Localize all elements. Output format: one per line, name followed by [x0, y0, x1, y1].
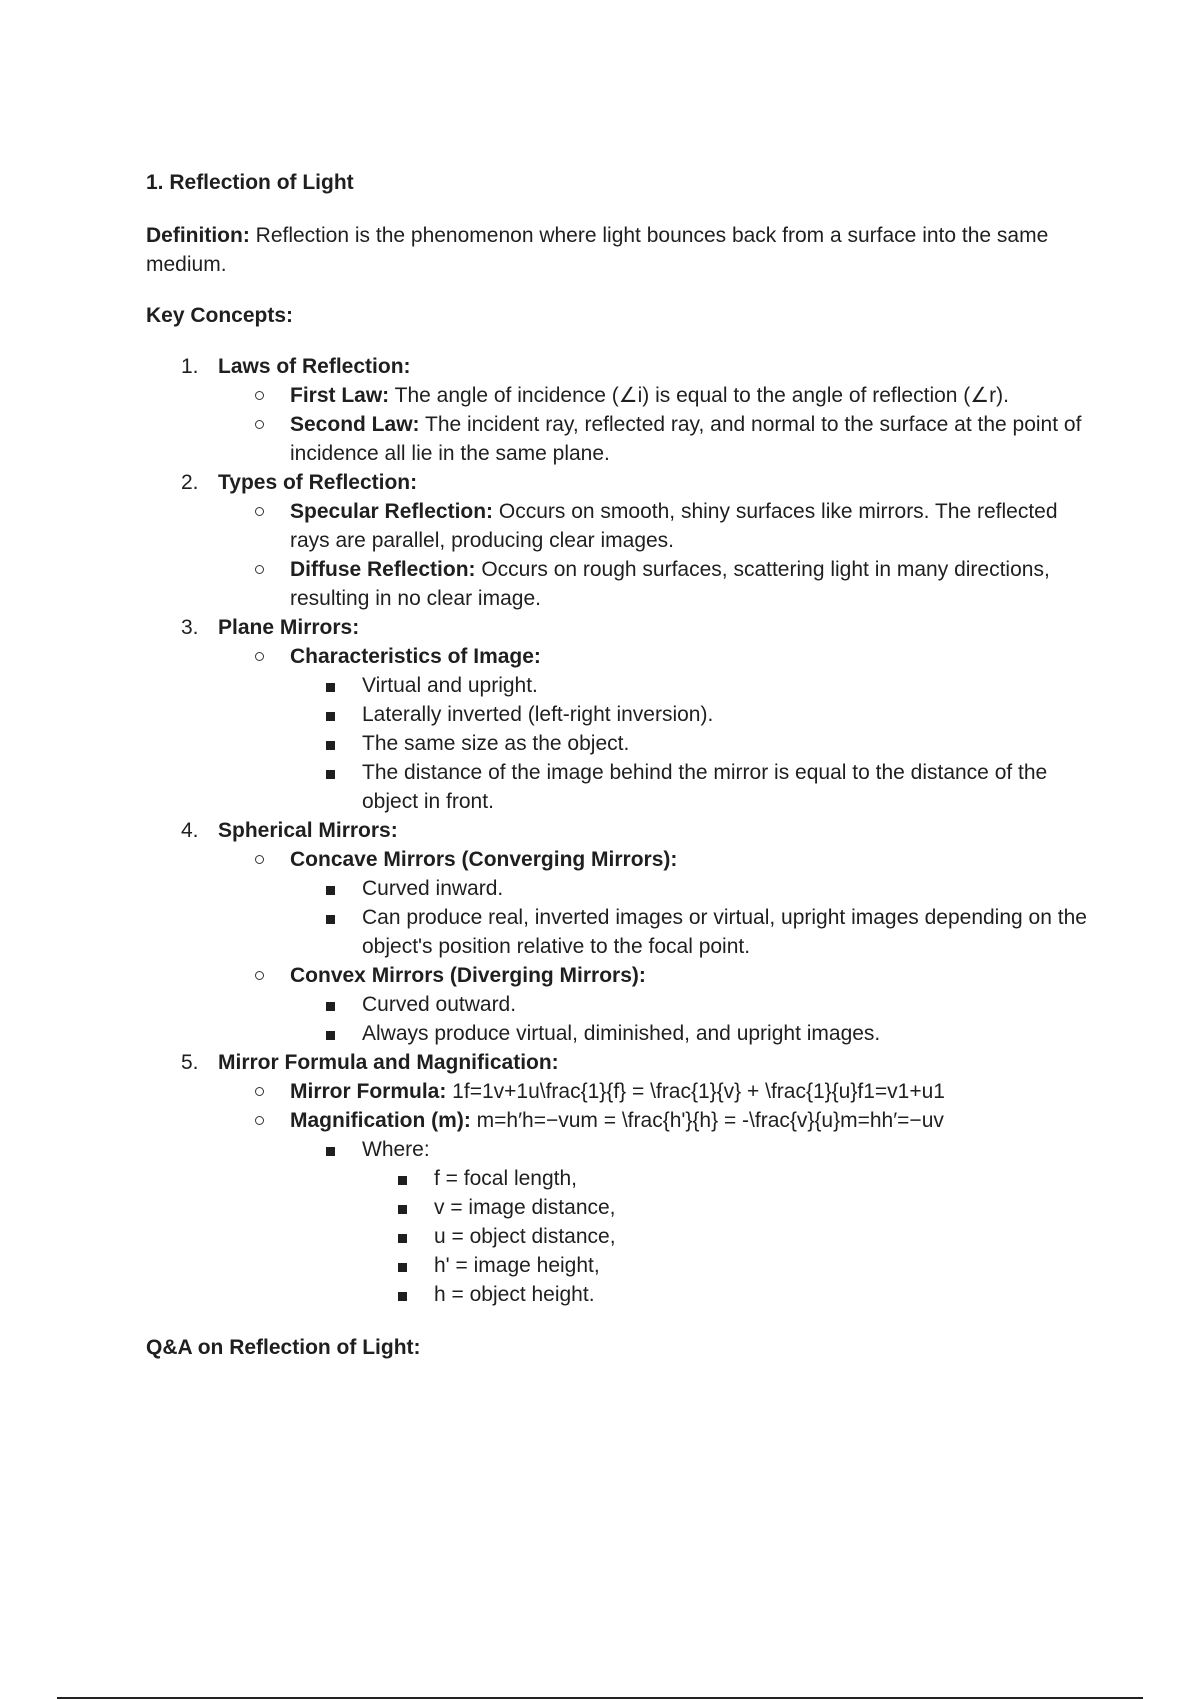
hollow-bullet-icon [255, 1087, 264, 1096]
subitem-text: Curved inward. [362, 877, 504, 900]
point-label: Second Law: [290, 413, 420, 436]
point-text: Occurs on smooth, shiny surfaces like mirrors. The reflected rays are parallel, producing clear images. [290, 500, 1058, 552]
square-bullet-icon [326, 712, 335, 721]
concept-title: Types of Reflection: [218, 471, 418, 494]
subitem-text: Curved outward. [362, 993, 517, 1016]
point-label: Convex Mirrors (Diverging Mirrors): [290, 964, 646, 987]
hollow-bullet-icon [255, 855, 264, 864]
qa-heading: Q&A on Reflection of Light: [146, 1336, 421, 1359]
variable-definition [362, 1193, 1096, 1222]
concept-item [146, 816, 1096, 1048]
hollow-bullet-icon [255, 565, 264, 574]
subitem-text: Can produce real, inverted images or virtual, upright images depending on the object's position relative to the focal point. [362, 906, 1087, 958]
square-bullet-icon [326, 1031, 335, 1040]
definition-label: Definition: [146, 224, 250, 247]
variable-text: h = object height. [434, 1283, 595, 1306]
subitem-text: The distance of the image behind the mirror is equal to the distance of the object in front. [362, 761, 1048, 813]
concept-number: 2. [181, 471, 199, 494]
subitem [290, 1019, 1096, 1048]
variable-text: v = image distance, [434, 1196, 616, 1219]
point-text: m=h′h=−vum = \frac{h'}{h} = -\frac{v}{u}m=hh′=−uv [470, 1109, 944, 1132]
concept-title: Laws of Reflection: [218, 355, 411, 378]
square-bullet-icon [398, 1292, 407, 1301]
subitem-text: Always produce virtual, diminished, and upright images. [362, 1022, 881, 1045]
point-subitems [290, 671, 1096, 816]
variable-definition [362, 1280, 1096, 1309]
concept-item [146, 352, 1096, 468]
concept-point [218, 961, 1096, 1048]
point-label: Diffuse Reflection: [290, 558, 476, 581]
subitem-text: Laterally inverted (left-right inversion). [362, 703, 714, 726]
point-label: First Law: [290, 384, 390, 407]
subitem [290, 729, 1096, 758]
where-item [290, 1135, 1096, 1309]
square-bullet-icon [326, 886, 335, 895]
square-bullet-icon [326, 915, 335, 924]
concept-number: 4. [181, 819, 199, 842]
concept-point [218, 845, 1096, 961]
concept-point [218, 642, 1096, 816]
square-bullet-icon [326, 683, 335, 692]
hollow-bullet-icon [255, 971, 264, 980]
concept-points [218, 497, 1096, 613]
concept-points [218, 381, 1096, 468]
where-label: Where: [362, 1138, 430, 1161]
variable-definitions [362, 1164, 1096, 1309]
subitem [290, 874, 1096, 903]
concept-points [218, 1077, 1096, 1309]
square-bullet-icon [398, 1263, 407, 1272]
concept-point [218, 497, 1096, 555]
point-subitems [290, 874, 1096, 961]
subitem [290, 671, 1096, 700]
square-bullet-icon [398, 1234, 407, 1243]
point-text: The angle of incidence (∠i) is equal to the angle of reflection (∠r). [389, 384, 1009, 407]
concept-point [218, 410, 1096, 468]
point-label: Specular Reflection: [290, 500, 494, 523]
subitem [290, 700, 1096, 729]
document-page [146, 168, 1096, 1362]
where-list [290, 1135, 1096, 1309]
concept-item [146, 468, 1096, 613]
square-bullet-icon [398, 1176, 407, 1185]
concept-title: Spherical Mirrors: [218, 819, 398, 842]
hollow-bullet-icon [255, 1116, 264, 1125]
subitem-text: Virtual and upright. [362, 674, 538, 697]
variable-text: u = object distance, [434, 1225, 616, 1248]
point-label: Characteristics of Image: [290, 645, 541, 668]
point-label: Concave Mirrors (Converging Mirrors): [290, 848, 678, 871]
page-bottom-rule [57, 1697, 1143, 1699]
variable-definition [362, 1251, 1096, 1280]
concept-number: 3. [181, 616, 199, 639]
variable-definition [362, 1222, 1096, 1251]
variable-text: h' = image height, [434, 1254, 600, 1277]
point-text: The incident ray, reflected ray, and normal to the surface at the point of incidence all lie in the same plane. [290, 413, 1082, 465]
square-bullet-icon [326, 770, 335, 779]
point-subitems [290, 990, 1096, 1048]
subitem [290, 990, 1096, 1019]
square-bullet-icon [326, 1002, 335, 1011]
square-bullet-icon [326, 1147, 335, 1156]
concept-point [218, 1077, 1096, 1106]
concept-points [218, 845, 1096, 1048]
concept-number: 1. [181, 355, 199, 378]
hollow-bullet-icon [255, 391, 264, 400]
variable-text: f = focal length, [434, 1167, 578, 1190]
point-text: 1f=1v+1u\frac{1}{f} = \frac{1}{v} + \frac{1}{u}f1=v1+u1 [446, 1080, 945, 1103]
definition-paragraph [146, 221, 1096, 279]
key-concepts-heading: Key Concepts: [146, 304, 294, 327]
concept-point [218, 555, 1096, 613]
section-title: 1. Reflection of Light [146, 171, 354, 194]
hollow-bullet-icon [255, 420, 264, 429]
subitem [290, 903, 1096, 961]
subitem-text: The same size as the object. [362, 732, 630, 755]
variable-definition [362, 1164, 1096, 1193]
hollow-bullet-icon [255, 652, 264, 661]
square-bullet-icon [398, 1205, 407, 1214]
square-bullet-icon [326, 741, 335, 750]
concept-title: Plane Mirrors: [218, 616, 360, 639]
point-label: Mirror Formula: [290, 1080, 447, 1103]
definition-text: Reflection is the phenomenon where light bounces back from a surface into the same medium. [146, 224, 1049, 276]
concept-item [146, 1048, 1096, 1309]
point-text: Occurs on rough surfaces, scattering light in many directions, resulting in no clear image. [290, 558, 1050, 610]
concept-title: Mirror Formula and Magnification: [218, 1051, 559, 1074]
point-label: Magnification (m): [290, 1109, 471, 1132]
concept-item [146, 613, 1096, 816]
hollow-bullet-icon [255, 507, 264, 516]
concept-point [218, 381, 1096, 410]
concept-points [218, 642, 1096, 816]
concept-number: 5. [181, 1051, 199, 1074]
key-concepts-list [146, 352, 1096, 1309]
concept-point [218, 1106, 1096, 1309]
subitem [290, 758, 1096, 816]
